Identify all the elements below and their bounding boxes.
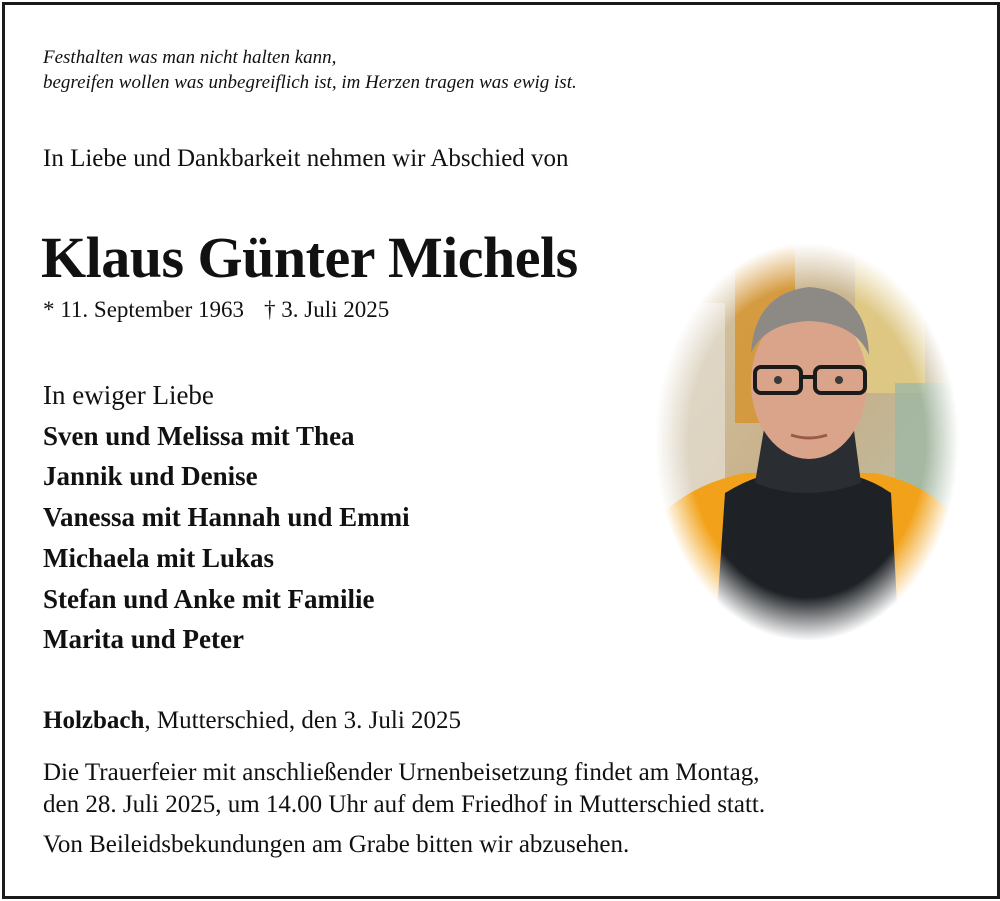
motto-quote — [43, 45, 577, 95]
life-dates — [43, 297, 389, 323]
motto-line-1: Festhalten was man nicht halten kann, — [43, 47, 337, 68]
mourners-heading: In ewiger Liebe — [43, 380, 214, 410]
mourner-entry: Stefan und Anke mit Familie — [43, 583, 375, 614]
obituary-frame — [2, 2, 1000, 899]
farewell-intro: In Liebe und Dankbarkeit nehmen wir Abschied von — [43, 145, 569, 172]
service-line-1: Die Trauerfeier mit anschließender Urnenbeisetzung findet am Montag, — [43, 759, 760, 786]
condolence-note: Von Beileidsbekundungen am Grabe bitten wir abzusehen. — [43, 831, 630, 858]
deceased-name: Klaus Günter Michels — [41, 225, 578, 290]
mourners-list — [43, 375, 410, 660]
motto-line-2: begreifen wollen was unbegreiflich ist, im Herzen tragen was ewig ist. — [43, 72, 577, 93]
mourner-entry: Vanessa mit Hannah und Emmi — [43, 502, 410, 533]
place-date-rest: , Mutterschied, den 3. Juli 2025 — [144, 707, 462, 734]
funeral-service-info — [43, 757, 765, 821]
birth-date: * 11. September 1963 — [43, 297, 245, 322]
portrait-photo — [655, 243, 959, 641]
service-line-2: den 28. Juli 2025, um 14.00 Uhr auf dem Friedhof in Mutterschied statt. — [43, 791, 766, 818]
death-date: † 3. Juli 2025 — [264, 297, 390, 322]
mourner-entry: Sven und Melissa mit Thea — [43, 420, 355, 451]
mourner-entry: Jannik und Denise — [43, 461, 258, 492]
mourner-entry: Marita und Peter — [43, 624, 244, 655]
place-name: Holzbach — [43, 707, 145, 734]
place-and-date — [43, 707, 461, 735]
mourner-entry: Michaela mit Lukas — [43, 542, 275, 573]
